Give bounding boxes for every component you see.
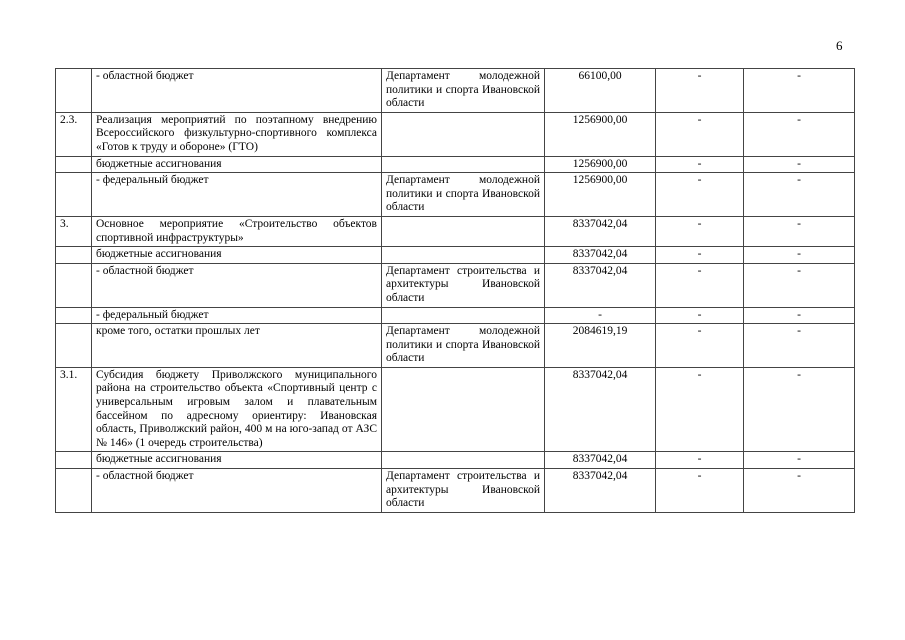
row-col5: -	[656, 173, 744, 217]
table-row	[56, 69, 855, 113]
row-description: бюджетные ассигнования	[96, 157, 222, 170]
row-sum: 1256900,00	[545, 173, 656, 217]
row-col6: -	[744, 112, 855, 156]
row-number	[56, 469, 92, 513]
row-col5: -	[656, 307, 744, 324]
row-col5: -	[656, 247, 744, 264]
row-sum: 8337042,04	[545, 263, 656, 307]
table-row	[56, 324, 855, 368]
row-number	[56, 69, 92, 113]
table-row	[56, 247, 855, 264]
row-col6: -	[744, 469, 855, 513]
row-number: 2.3.	[56, 112, 92, 156]
row-number	[56, 307, 92, 324]
row-col5: -	[656, 469, 744, 513]
row-col6: -	[744, 367, 855, 452]
budget-table	[55, 68, 855, 513]
row-col6: -	[744, 263, 855, 307]
row-sum: 1256900,00	[545, 112, 656, 156]
row-description: бюджетные ассигнования	[96, 453, 222, 466]
row-col5: -	[656, 263, 744, 307]
row-number	[56, 247, 92, 264]
row-col5: -	[656, 216, 744, 246]
table-row	[56, 173, 855, 217]
row-executor: Департамент строительства и архитектуры Ивановской области	[386, 470, 540, 510]
row-col5: -	[656, 112, 744, 156]
row-sum: 2084619,19	[545, 324, 656, 368]
row-number: 3.1.	[56, 367, 92, 452]
row-col5: -	[656, 69, 744, 113]
row-number: 3.	[56, 216, 92, 246]
row-sum: 66100,00	[545, 69, 656, 113]
row-sum: 8337042,04	[545, 469, 656, 513]
row-description: - федеральный бюджет	[96, 308, 209, 321]
row-description: бюджетные ассигнования	[96, 248, 222, 261]
row-col5: -	[656, 156, 744, 173]
row-description: Реализация мероприятий по поэтапному внедрению Всероссийского физкультурно-спортивного комплекса «Готов к труду и обороне» (ГТО)	[96, 113, 377, 153]
row-col6: -	[744, 173, 855, 217]
row-executor: Департамент молодежной политики и спорта Ивановской области	[386, 174, 540, 214]
row-sum: 8337042,04	[545, 367, 656, 452]
table-row	[56, 469, 855, 513]
row-col6: -	[744, 216, 855, 246]
row-description: - областной бюджет	[96, 70, 194, 82]
row-col6: -	[744, 307, 855, 324]
row-number	[56, 263, 92, 307]
table-row	[56, 263, 855, 307]
row-col5: -	[656, 367, 744, 452]
table-row	[56, 367, 855, 452]
row-description: кроме того, остатки прошлых лет	[96, 325, 260, 338]
row-sum: -	[545, 307, 656, 324]
table-row	[56, 452, 855, 469]
row-number	[56, 156, 92, 173]
row-description: - областной бюджет	[96, 470, 194, 483]
row-description: - федеральный бюджет	[96, 174, 209, 187]
row-number	[56, 173, 92, 217]
row-col5: -	[656, 324, 744, 368]
row-executor: Департамент строительства и архитектуры Ивановской области	[386, 264, 540, 304]
row-sum: 8337042,04	[545, 216, 656, 246]
row-sum: 1256900,00	[545, 156, 656, 173]
row-executor: Департамент молодежной политики и спорта Ивановской области	[386, 70, 540, 110]
row-sum: 8337042,04	[545, 452, 656, 469]
row-number	[56, 324, 92, 368]
row-description: Основное мероприятие «Строительство объектов спортивной инфраструктуры»	[96, 217, 377, 244]
row-col6: -	[744, 324, 855, 368]
row-description: - областной бюджет	[96, 264, 194, 277]
row-col6: -	[744, 247, 855, 264]
row-col6: -	[744, 69, 855, 113]
row-number	[56, 452, 92, 469]
row-col6: -	[744, 156, 855, 173]
table-row	[56, 156, 855, 173]
table-row	[56, 216, 855, 246]
page-number: 6	[836, 38, 843, 53]
row-description: Субсидия бюджету Приволжского муниципального района на строительство объекта «Спортивный центр с универсальным игровым залом и плавательным бассейном по адресному ориентиру: Ивановская область, Приволжский район, 400 м на юго-запад от АЗС № 146» (1 очередь строительства)	[96, 368, 377, 449]
table-row	[56, 307, 855, 324]
row-executor: Департамент молодежной политики и спорта Ивановской области	[386, 325, 540, 365]
table-row	[56, 112, 855, 156]
row-col6: -	[744, 452, 855, 469]
row-col5: -	[656, 452, 744, 469]
row-sum: 8337042,04	[545, 247, 656, 264]
